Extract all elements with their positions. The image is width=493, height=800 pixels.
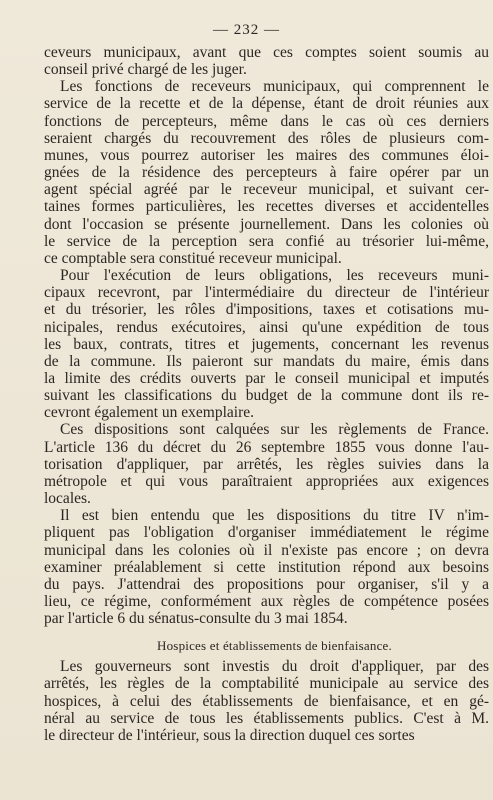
text-line: conseil privé chargé de les juger. (44, 61, 247, 79)
text-line: cipaux recevront, par l'intermédiaire du directeur de l'intérieur (44, 284, 489, 302)
text-line: néral au service de tous les établissements publics. C'est à M. (44, 709, 489, 727)
text-line: la limite des crédits ouverts par le conseil municipal et imputés (44, 369, 489, 387)
text-line: les baux, contrats, titres et jugements, concernant les revenus (44, 335, 489, 353)
text-line: Il est bien entendu que les dispositions du titre IV n'im- (60, 507, 489, 525)
paragraph (44, 658, 489, 744)
page-number: — 232 — (213, 22, 280, 38)
text-line: nicipales, rendus exécutoires, ainsi qu'une expédition de tous (44, 318, 489, 336)
text-line: torisation d'appliquer, par arrêtés, les règles suivies dans la (44, 455, 489, 473)
text-line: seraient chargés du recouvrement des rôles de plusieurs com- (44, 129, 489, 147)
section-heading: Hospices et établissements de bienfaisance. (157, 638, 392, 654)
text-line: suivant les classifications du budget de la commune dont ils re- (44, 387, 489, 405)
paragraph (44, 507, 489, 627)
text-line: service de la recette et de la dépense, étant de droit réunies aux (44, 95, 489, 113)
text-line: ce comptable sera constitué receveur municipal. (44, 249, 342, 267)
text-line: Les gouverneurs sont investis du droit d'appliquer, par des (60, 658, 489, 676)
text-line: du pays. J'attendrai des propositions pour organiser, s'il y a (44, 575, 489, 593)
text-line: et du trésorier, les rôles d'impositions, taxes et cotisations mu- (44, 301, 489, 319)
text-line: dont l'occasion se présente journellement. Dans les colonies où (44, 215, 489, 233)
paragraph (44, 44, 489, 78)
text-line: Les fonctions de receveurs municipaux, qui comprennent le (60, 78, 489, 96)
text-line: par l'article 6 du sénatus-consulte du 3 mai 1854. (44, 610, 348, 628)
text-line: lieu, ce régime, conformément aux règles de compétence posées (44, 593, 489, 610)
text-line: pliquent pas l'obligation d'organiser immédiatement le régime (44, 524, 489, 542)
text-line: le service de la perception sera confié au trésorier lui-même, (44, 232, 489, 250)
text-line: agent spécial agréé par le receveur municipal, et suivant cer- (44, 181, 489, 199)
text-line: cevront également un exemplaire. (44, 404, 255, 422)
document-body (44, 44, 489, 744)
text-line: arrêtés, les règles de la comptabilité municipale au service des (44, 675, 489, 693)
text-line: L'article 136 du décret du 26 septembre 1855 vous donne l'au- (44, 438, 489, 456)
text-line: munes, vous pourrez autoriser les maires des communes éloi- (44, 146, 489, 164)
paragraph (44, 78, 489, 267)
text-line: ceveurs municipaux, avant que ces comptes soient soumis au (44, 44, 489, 61)
text-line: hospices, à celui des établissements de bienfaisance, et en gé- (44, 692, 489, 710)
text-line: Pour l'exécution de leurs obligations, les receveurs muni- (60, 267, 489, 285)
text-line: locales. (44, 490, 91, 508)
text-line: Ces dispositions sont calquées sur les règlements de France. (60, 421, 489, 439)
text-line: gnées de la résidence des percepteurs à faire opérer par un (44, 164, 489, 182)
text-line: fonctions de percepteurs, même dans le cas où ces derniers (44, 112, 489, 130)
paragraph (44, 421, 489, 507)
text-line: taines formes particulières, les recettes diverses et accidentelles (44, 198, 489, 216)
text-line: le directeur de l'intérieur, sous la direction duquel ces sortes (44, 726, 415, 744)
paragraph (44, 267, 489, 421)
text-line: examiner préalablement si cette institution répond aux besoins (44, 558, 489, 576)
text-line: de la commune. Ils paieront sur mandats du maire, émis dans (44, 352, 489, 370)
text-line: municipal dans les colonies où il n'existe pas encore ; on devra (44, 541, 489, 559)
text-line: métropole et qui vous paraîtraient appropriées aux exigences (44, 472, 489, 490)
